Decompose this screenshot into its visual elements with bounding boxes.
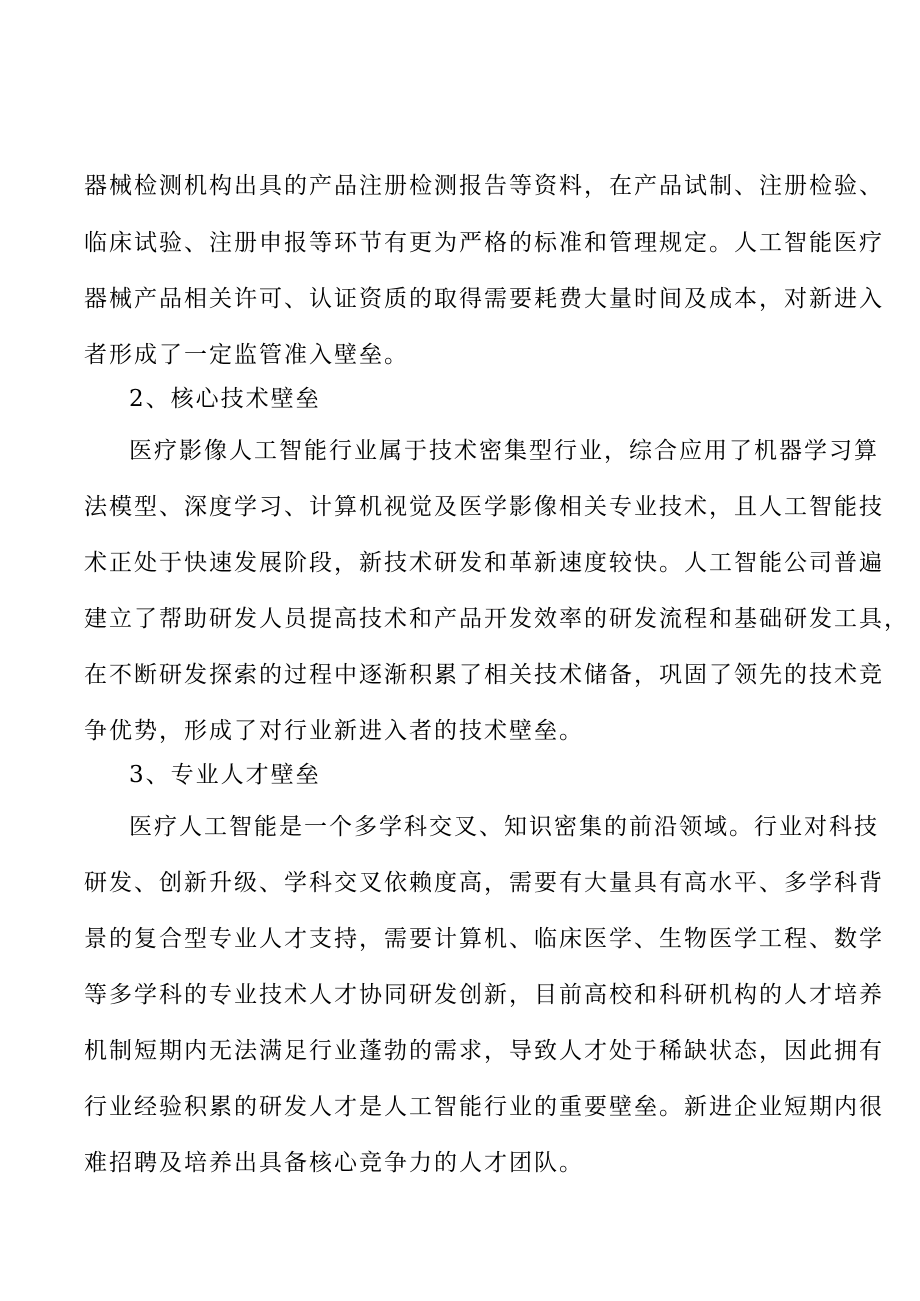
paragraph-line: 医疗影像人工智能行业属于技术密集型行业，综合应用了机器学习算 xyxy=(129,438,879,464)
paragraph-line: 法模型、深度学习、计算机视觉及医学影像相关专业技术，且人工智能技 xyxy=(84,494,884,520)
paragraph-line: 器械产品相关许可、认证资质的取得需要耗费大量时间及成本，对新进入 xyxy=(84,286,884,312)
paragraph-line: 研发、创新升级、学科交叉依赖度高，需要有大量具有高水平、多学科背 xyxy=(84,870,884,896)
paragraph-line: 机制短期内无法满足行业蓬勃的需求，导致人才处于稀缺状态，因此拥有 xyxy=(84,1038,884,1064)
paragraph-line: 行业经验积累的研发人才是人工智能行业的重要壁垒。新进企业短期内很 xyxy=(84,1094,884,1120)
paragraph-line: 医疗人工智能是一个多学科交叉、知识密集的前沿领域。行业对科技 xyxy=(129,814,879,840)
paragraph-line: 临床试验、注册申报等环节有更为严格的标准和管理规定。人工智能医疗 xyxy=(84,230,884,256)
paragraph-line: 建立了帮助研发人员提高技术和产品开发效率的研发流程和基础研发工具， xyxy=(84,606,909,632)
paragraph-line: 器械检测机构出具的产品注册检测报告等资料，在产品试制、注册检验、 xyxy=(84,173,884,199)
section-heading: 2、核心技术壁垒 xyxy=(129,386,321,412)
paragraph-line: 争优势，形成了对行业新进入者的技术壁垒。 xyxy=(84,718,584,744)
paragraph-line: 在不断研发探索的过程中逐渐积累了相关技术储备，巩固了领先的技术竞 xyxy=(84,662,884,688)
paragraph-line: 者形成了一定监管准入壁垒。 xyxy=(84,342,409,368)
paragraph-line: 难招聘及培养出具备核心竞争力的人才团队。 xyxy=(84,1150,584,1176)
section-heading: 3、专业人才壁垒 xyxy=(129,762,321,788)
paragraph-line: 景的复合型专业人才支持，需要计算机、临床医学、生物医学工程、数学 xyxy=(84,926,884,952)
paragraph-line: 等多学科的专业技术人才协同研发创新，目前高校和科研机构的人才培养 xyxy=(84,982,884,1008)
paragraph-line: 术正处于快速发展阶段，新技术研发和革新速度较快。人工智能公司普遍 xyxy=(84,550,884,576)
